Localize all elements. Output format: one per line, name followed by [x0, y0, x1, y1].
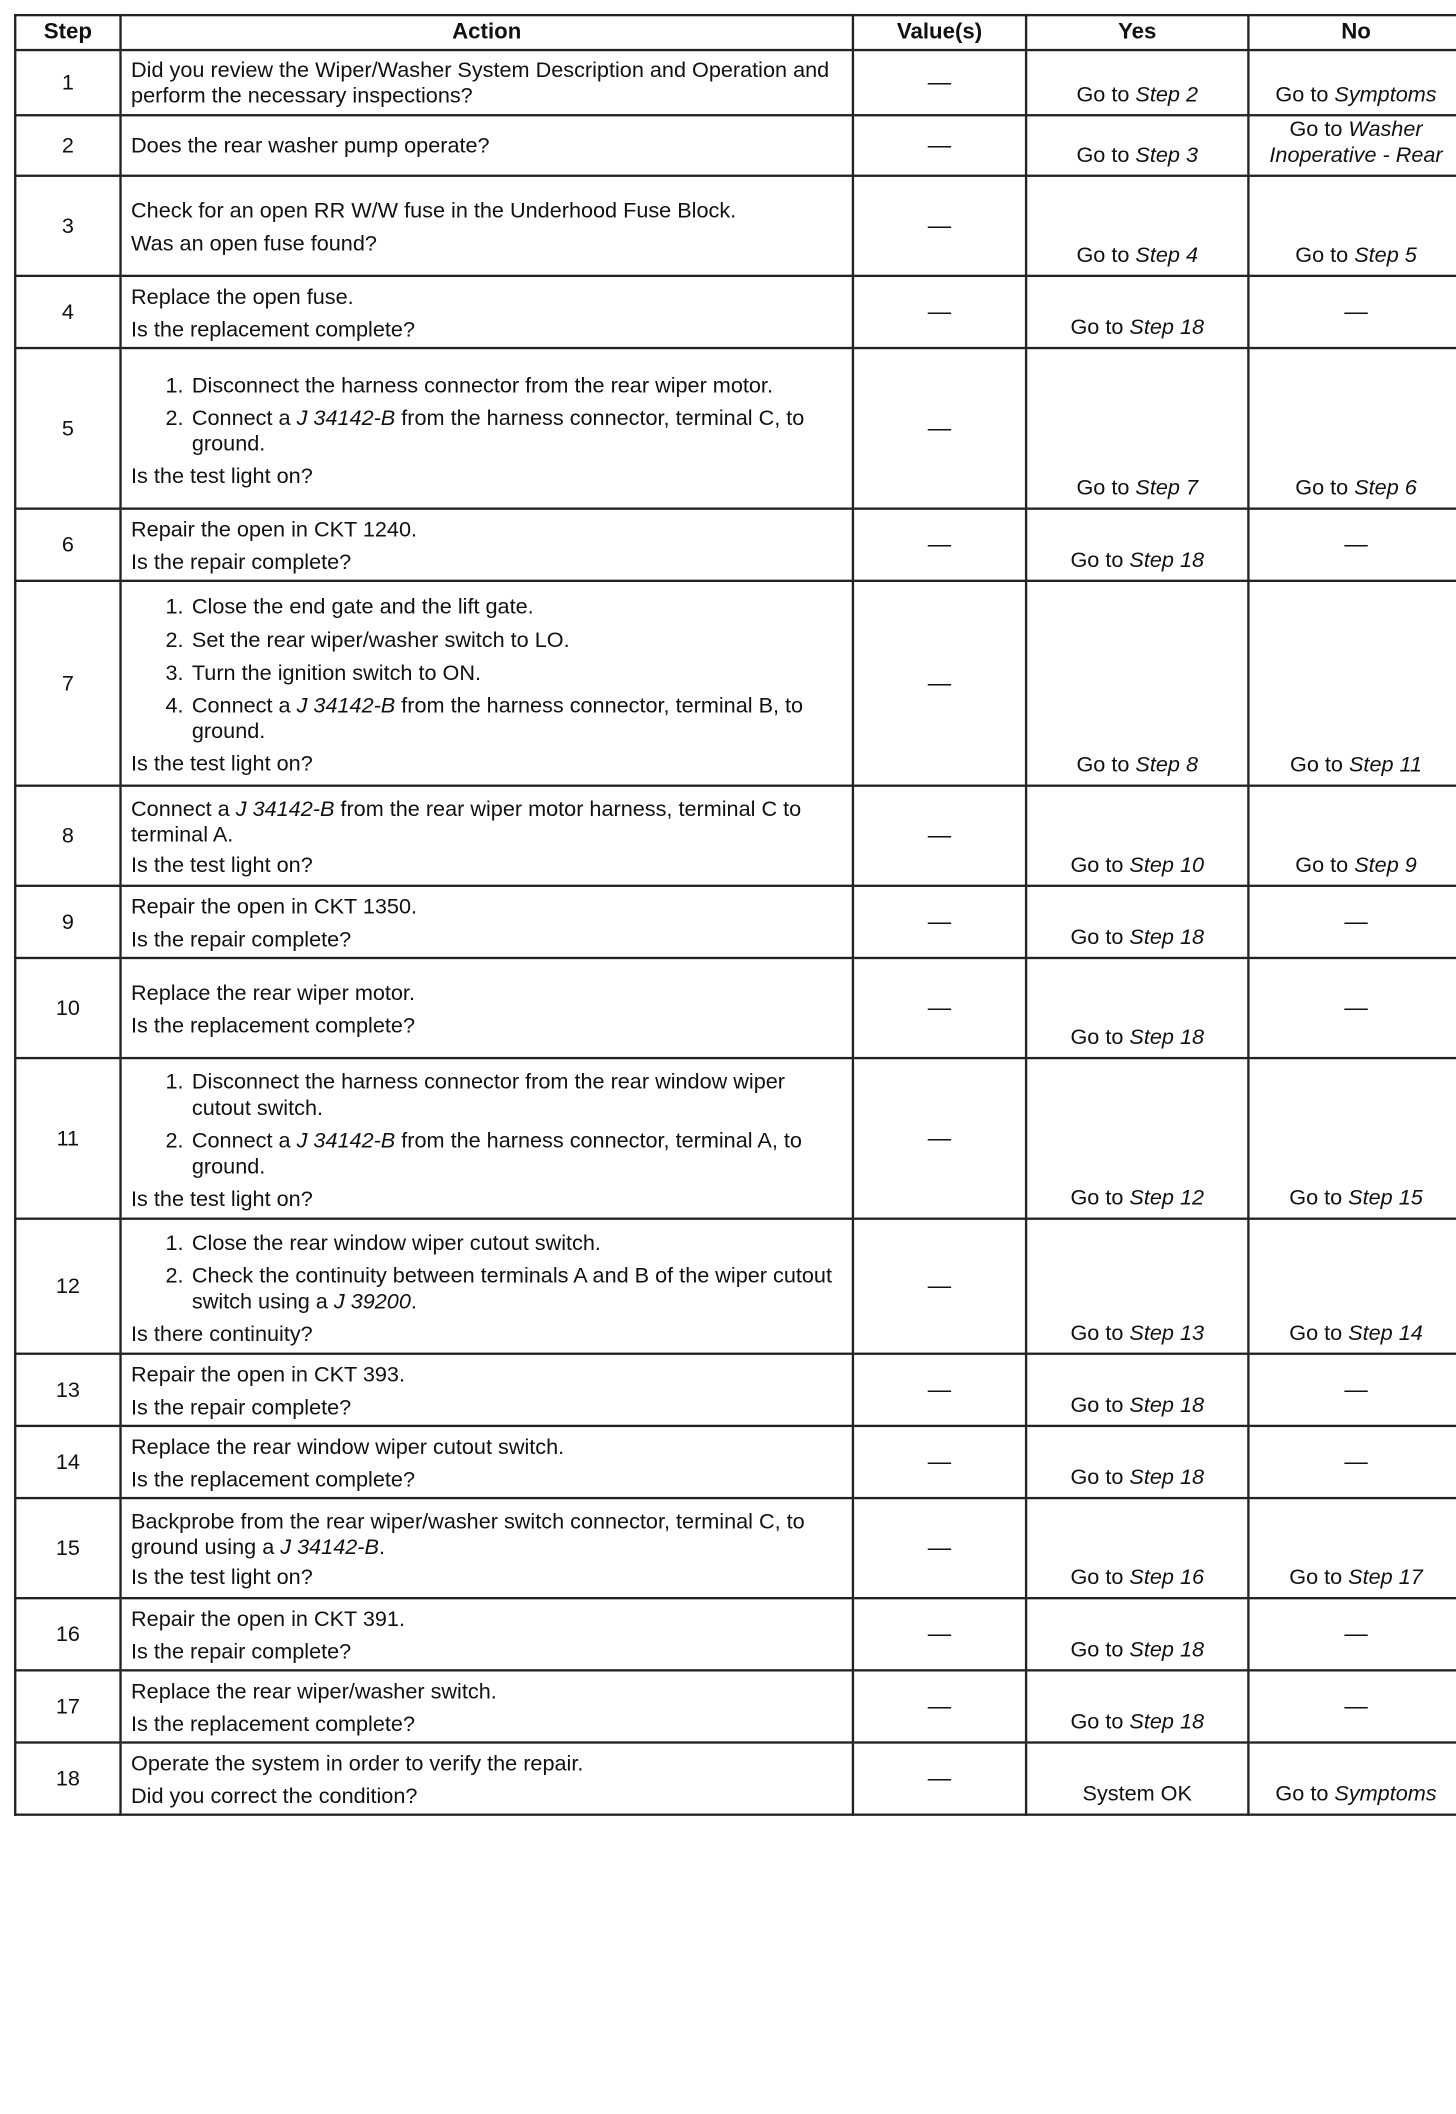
action-text: Backprobe from the rear wiper/washer switch connector, terminal C, to ground using a — [131, 1508, 805, 1559]
yes-ref: Step 3 — [1135, 142, 1199, 167]
step-number: 11 — [15, 1059, 120, 1220]
action-text-content: Does the rear washer pump operate? — [131, 132, 490, 158]
no-cell — [1248, 115, 1456, 176]
value-cell: — — [853, 50, 1026, 115]
action-question: Is the test light on? — [131, 1186, 313, 1211]
list-item-text: Disconnect the harness connector from the rear wiper motor. — [191, 371, 773, 397]
step-number: 4 — [15, 276, 120, 348]
table-row — [15, 1743, 1456, 1815]
action-cell — [121, 115, 853, 176]
yes-text: Go to — [1070, 1709, 1130, 1734]
no-text: Go to — [1275, 1781, 1335, 1806]
action-text — [131, 516, 842, 542]
table-row — [15, 1499, 1456, 1599]
action-cell — [121, 1426, 853, 1498]
table-row — [15, 1671, 1456, 1743]
action-text — [131, 894, 842, 920]
table-row — [15, 509, 1456, 581]
action-text-content: Repair the open in CKT 1240. — [131, 516, 418, 541]
no-cell: — — [1248, 1599, 1456, 1671]
table-row — [15, 276, 1456, 348]
yes-ref: Step 7 — [1135, 475, 1199, 500]
value-cell: — — [853, 1426, 1026, 1498]
action-question: Is the repair complete? — [131, 549, 352, 574]
no-cell — [1248, 176, 1456, 276]
action-step-item — [190, 405, 843, 457]
header-row — [15, 15, 1456, 50]
yes-cell — [1026, 1426, 1248, 1498]
action-step-item — [190, 692, 843, 744]
value-cell: — — [853, 1354, 1026, 1426]
value-cell: — — [853, 115, 1026, 176]
list-item-text: from the harness connector, terminal A, to ground. — [191, 1127, 802, 1178]
yes-ref: Step 18 — [1129, 547, 1205, 572]
yes-text: Go to — [1076, 475, 1136, 500]
no-cell — [1248, 1059, 1456, 1220]
yes-cell — [1026, 1219, 1248, 1354]
step-number: 12 — [15, 1219, 120, 1354]
list-item-text: Connect a — [191, 692, 297, 717]
yes-ref: Step 10 — [1129, 852, 1205, 877]
action-text-content: Replace the rear wiper/washer switch. — [131, 1678, 497, 1703]
action-ref: J 34142-B — [280, 1533, 379, 1559]
step-number: 7 — [15, 581, 120, 786]
header-step: Step — [15, 15, 120, 50]
action-question: Is the repair complete? — [131, 1638, 352, 1664]
list-item-ref: J 39200 — [333, 1288, 411, 1313]
action-text — [131, 1750, 842, 1776]
yes-text: Go to — [1070, 924, 1130, 950]
list-item-text: Connect a — [191, 1127, 297, 1153]
no-ref: Washer Inoperative - Rear — [1269, 116, 1443, 167]
yes-ref: Step 16 — [1129, 1564, 1205, 1590]
yes-cell — [1026, 1743, 1248, 1815]
action-text: from the rear wiper motor harness, terminal C to terminal A. — [131, 795, 802, 846]
yes-text: Go to — [1070, 1185, 1130, 1210]
action-question: Is the repair complete? — [131, 1394, 352, 1419]
action-question: Did you correct the condition? — [131, 1783, 418, 1808]
action-text-content: Repair the open in CKT 1350. — [131, 893, 418, 919]
action-cell — [121, 50, 853, 115]
no-ref: Symptoms — [1334, 81, 1437, 106]
value-cell: — — [853, 1743, 1026, 1815]
value-cell: — — [853, 1599, 1026, 1671]
no-cell: — — [1248, 1671, 1456, 1743]
no-cell — [1248, 1743, 1456, 1815]
action-step-item — [190, 372, 843, 398]
yes-text: Go to — [1070, 314, 1130, 340]
action-step-item — [190, 594, 843, 620]
action-text — [131, 796, 842, 848]
yes-ref: Step 18 — [1129, 1024, 1205, 1050]
yes-cell — [1026, 115, 1248, 176]
value-cell: — — [853, 176, 1026, 276]
list-item-ref: J 34142-B — [296, 1127, 396, 1153]
no-text: Go to — [1289, 1185, 1349, 1210]
yes-cell — [1026, 581, 1248, 786]
action-text-content: Repair the open in CKT 391. — [131, 1605, 405, 1631]
action-cell — [121, 581, 853, 786]
action-text-content: Operate the system in order to verify the repair. — [131, 1750, 584, 1775]
table-row — [15, 1219, 1456, 1354]
step-number: 17 — [15, 1671, 120, 1743]
action-question: Is the replacement complete? — [131, 1710, 415, 1736]
step-number: 9 — [15, 886, 120, 958]
action-step-item — [190, 1263, 843, 1315]
action-question: Is the replacement complete? — [131, 1012, 415, 1037]
step-number: 5 — [15, 348, 120, 509]
table-row — [15, 958, 1456, 1058]
value-cell: — — [853, 958, 1026, 1058]
yes-cell — [1026, 176, 1248, 276]
action-text — [131, 1606, 842, 1632]
no-cell: — — [1248, 886, 1456, 958]
step-number: 18 — [15, 1743, 120, 1815]
list-item-ref: J 34142-B — [296, 692, 396, 717]
step-number: 13 — [15, 1354, 120, 1426]
action-steps-list — [131, 594, 842, 744]
header-yes: Yes — [1026, 15, 1248, 50]
value-cell: — — [853, 509, 1026, 581]
list-item-text: Disconnect the harness connector from the rear window wiper cutout switch. — [191, 1069, 785, 1120]
yes-cell — [1026, 786, 1248, 886]
action-text-content: Repair the open in CKT 393. — [131, 1361, 405, 1386]
action-text — [131, 133, 842, 159]
no-cell — [1248, 1219, 1456, 1354]
action-text: Connect a — [131, 795, 236, 821]
step-number: 8 — [15, 786, 120, 886]
no-ref: Step 9 — [1354, 852, 1417, 877]
action-steps-list — [131, 1230, 842, 1314]
no-ref: Step 15 — [1348, 1185, 1423, 1210]
list-item-text: Set the rear wiper/washer switch to LO. — [191, 626, 570, 652]
action-question: Is the test light on? — [131, 1564, 313, 1589]
action-question: Is the test light on? — [131, 852, 313, 877]
yes-text: Go to — [1070, 1024, 1130, 1050]
yes-cell — [1026, 509, 1248, 581]
diagnostic-table — [14, 14, 1456, 1816]
yes-ref: Step 13 — [1129, 1320, 1205, 1345]
action-cell — [121, 348, 853, 509]
yes-ref: Step 2 — [1135, 81, 1199, 106]
value-cell: — — [853, 581, 1026, 786]
no-text: Go to — [1295, 242, 1355, 267]
table-row — [15, 886, 1456, 958]
list-item-text: Check the continuity between terminals A and B of the wiper cutout switch using a — [191, 1262, 832, 1313]
value-cell: — — [853, 1499, 1026, 1599]
no-ref: Step 6 — [1354, 475, 1417, 500]
yes-text: Go to — [1070, 1464, 1130, 1490]
yes-text: Go to — [1070, 1392, 1130, 1418]
yes-cell — [1026, 1499, 1248, 1599]
no-cell — [1248, 786, 1456, 886]
table-row — [15, 348, 1456, 509]
no-text: Go to — [1289, 1320, 1349, 1345]
action-cell — [121, 509, 853, 581]
action-text-content: Replace the rear wiper motor. — [131, 979, 415, 1005]
step-number: 16 — [15, 1599, 120, 1671]
action-cell — [121, 1743, 853, 1815]
action-text — [131, 1434, 842, 1460]
action-text-content: Did you review the Wiper/Washer System Description and Operation and perform the necessary inspections? — [131, 56, 830, 108]
yes-ref: Step 18 — [1129, 314, 1205, 340]
value-cell: — — [853, 886, 1026, 958]
action-question: Is the test light on? — [131, 751, 313, 776]
no-ref: Step 17 — [1348, 1564, 1423, 1590]
list-item-text: Close the rear window wiper cutout switch. — [191, 1229, 601, 1255]
yes-ref: Step 18 — [1129, 1637, 1205, 1662]
step-number: 3 — [15, 176, 120, 276]
yes-ref: Step 18 — [1129, 1392, 1205, 1418]
no-text: Go to — [1289, 1564, 1349, 1590]
no-cell: — — [1248, 958, 1456, 1058]
no-text: Go to — [1289, 116, 1349, 141]
action-question: Is there continuity? — [131, 1321, 313, 1346]
action-question: Is the test light on? — [131, 463, 313, 488]
table-row — [15, 786, 1456, 886]
action-cell — [121, 1499, 853, 1599]
action-text — [131, 1362, 842, 1388]
yes-text: Go to — [1076, 142, 1136, 167]
yes-cell — [1026, 886, 1248, 958]
no-cell: — — [1248, 509, 1456, 581]
step-number: 6 — [15, 509, 120, 581]
action-cell — [121, 276, 853, 348]
table-row — [15, 115, 1456, 176]
action-cell — [121, 176, 853, 276]
action-question: Is the replacement complete? — [131, 316, 415, 341]
header-values: Value(s) — [853, 15, 1026, 50]
table-row — [15, 1599, 1456, 1671]
action-steps-list — [131, 372, 842, 456]
yes-ref: Step 18 — [1129, 924, 1205, 950]
table-row — [15, 50, 1456, 115]
header-no: No — [1248, 15, 1456, 50]
yes-cell — [1026, 1354, 1248, 1426]
yes-cell — [1026, 348, 1248, 509]
value-cell: — — [853, 276, 1026, 348]
action-step-item — [190, 660, 843, 686]
table-row — [15, 1426, 1456, 1498]
yes-ref: Step 4 — [1135, 242, 1199, 267]
no-text: Go to — [1295, 852, 1355, 877]
yes-ref: Step 18 — [1129, 1709, 1205, 1734]
yes-ref: Step 12 — [1129, 1185, 1205, 1210]
value-cell: — — [853, 1671, 1026, 1743]
yes-text: Go to — [1070, 1564, 1130, 1590]
yes-cell — [1026, 276, 1248, 348]
action-cell — [121, 1671, 853, 1743]
list-item-text: Close the end gate and the lift gate. — [191, 594, 534, 619]
action-text-content: Replace the open fuse. — [131, 283, 354, 309]
no-ref: Step 5 — [1354, 242, 1417, 267]
list-item-text: Turn the ignition switch to ON. — [191, 659, 482, 685]
no-text: Go to — [1290, 752, 1349, 777]
yes-cell — [1026, 1671, 1248, 1743]
step-number: 15 — [15, 1499, 120, 1599]
action-step-item — [190, 1128, 843, 1180]
table-row — [15, 1059, 1456, 1220]
action-steps-list — [131, 1069, 842, 1179]
action-step-item — [190, 627, 843, 653]
action-text — [131, 198, 842, 224]
list-item-ref: J 34142-B — [296, 404, 396, 430]
action-cell — [121, 958, 853, 1058]
action-question: Is the repair complete? — [131, 926, 352, 951]
yes-text: Go to — [1076, 242, 1136, 267]
no-cell: — — [1248, 276, 1456, 348]
value-cell: — — [853, 1059, 1026, 1220]
table-row — [15, 1354, 1456, 1426]
no-text: Go to — [1295, 475, 1355, 500]
value-cell: — — [853, 348, 1026, 509]
action-text-content: Check for an open RR W/W fuse in the Underhood Fuse Block. — [131, 197, 737, 222]
yes-text: Go to — [1070, 1320, 1130, 1345]
yes-text: Go to — [1070, 852, 1130, 877]
action-cell — [121, 886, 853, 958]
yes-cell — [1026, 958, 1248, 1058]
list-item-text: . — [410, 1288, 417, 1313]
step-number: 10 — [15, 958, 120, 1058]
action-cell — [121, 786, 853, 886]
action-text — [131, 1678, 842, 1704]
action-question: Was an open fuse found? — [131, 230, 377, 255]
yes-text: System OK — [1082, 1781, 1192, 1806]
yes-cell — [1026, 50, 1248, 115]
table-row — [15, 581, 1456, 786]
no-cell: — — [1248, 1426, 1456, 1498]
action-text — [131, 57, 842, 109]
no-ref: Symptoms — [1334, 1781, 1437, 1806]
no-text: Go to — [1275, 81, 1335, 106]
yes-ref: Step 18 — [1129, 1464, 1205, 1490]
action-ref: J 34142-B — [235, 795, 335, 821]
yes-text: Go to — [1070, 1637, 1130, 1662]
action-step-item — [190, 1069, 843, 1121]
action-cell — [121, 1059, 853, 1220]
step-number: 14 — [15, 1426, 120, 1498]
no-cell — [1248, 348, 1456, 509]
no-cell — [1248, 50, 1456, 115]
list-item-text: from the harness connector, terminal B, to ground. — [191, 692, 804, 743]
action-text: . — [378, 1533, 385, 1559]
value-cell: — — [853, 786, 1026, 886]
action-text — [131, 980, 842, 1006]
action-text — [131, 284, 842, 310]
no-cell — [1248, 1499, 1456, 1599]
no-ref: Step 14 — [1348, 1320, 1423, 1345]
yes-cell — [1026, 1059, 1248, 1220]
yes-text: Go to — [1070, 547, 1130, 572]
yes-ref: Step 8 — [1135, 752, 1199, 777]
no-cell: — — [1248, 1354, 1456, 1426]
action-question: Is the replacement complete? — [131, 1466, 415, 1491]
no-ref: Step 11 — [1348, 752, 1423, 777]
list-item-text: Connect a — [191, 404, 297, 430]
yes-text: Go to — [1076, 752, 1136, 777]
yes-text: Go to — [1076, 81, 1136, 106]
action-text — [131, 1508, 842, 1560]
step-number: 2 — [15, 115, 120, 176]
table-row — [15, 176, 1456, 276]
action-step-item — [190, 1230, 843, 1256]
header-action: Action — [121, 15, 853, 50]
action-text-content: Replace the rear window wiper cutout switch. — [131, 1433, 565, 1459]
action-cell — [121, 1599, 853, 1671]
value-cell: — — [853, 1219, 1026, 1354]
yes-cell — [1026, 1599, 1248, 1671]
list-item-text: from the harness connector, terminal C, to ground. — [191, 404, 805, 455]
step-number: 1 — [15, 50, 120, 115]
no-cell — [1248, 581, 1456, 786]
action-cell — [121, 1354, 853, 1426]
action-cell — [121, 1219, 853, 1354]
